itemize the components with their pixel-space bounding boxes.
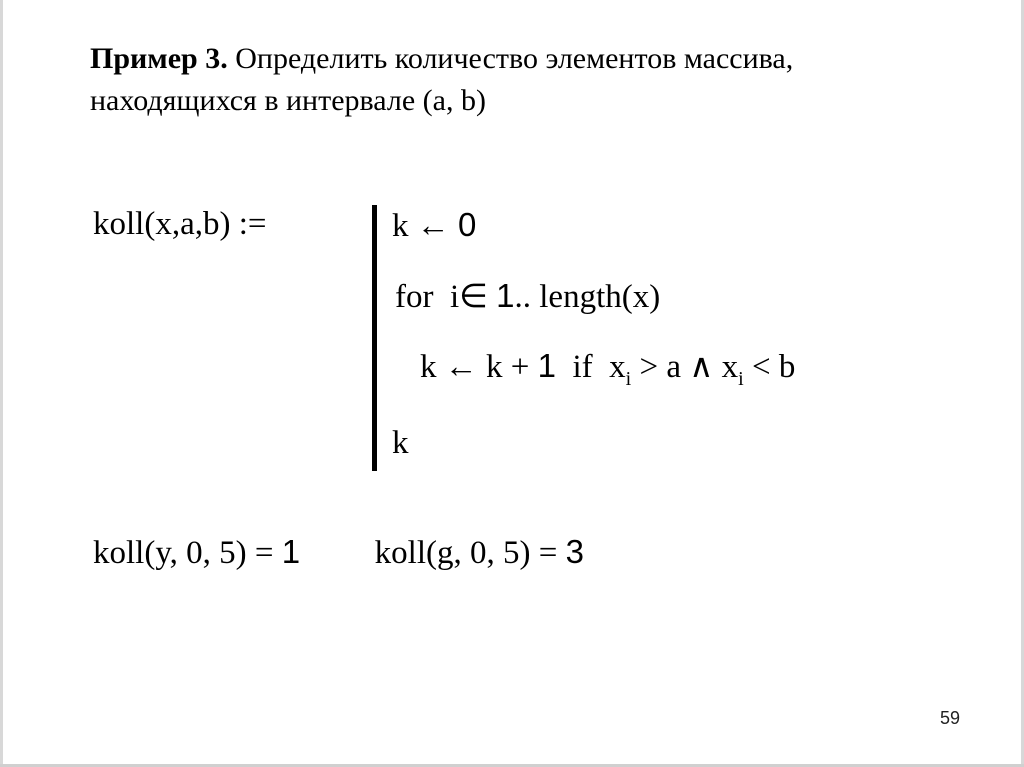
assign-arrow: ←: [444, 347, 478, 384]
variable-k: k: [392, 208, 409, 244]
slide-heading: [90, 38, 970, 122]
range-operator: ..: [514, 279, 532, 315]
increment-value: 1: [537, 347, 556, 384]
program-line-for: [395, 276, 660, 316]
if-keyword: if: [572, 349, 593, 385]
program-line-if: [420, 346, 795, 391]
condition-gt: > a ∧: [639, 349, 714, 385]
condition-lt: < b: [751, 349, 796, 385]
call-y: koll(y, 0, 5) =: [93, 535, 274, 571]
result-g: 3: [565, 533, 584, 570]
call-g: koll(g, 0, 5) =: [374, 535, 558, 571]
program-block-bar: [372, 205, 377, 471]
range-start: 1: [496, 277, 515, 314]
example-label: Пример 3.: [90, 42, 228, 75]
variable-k: k: [420, 349, 437, 385]
index-i: i: [625, 368, 632, 390]
page-number: 59: [940, 708, 961, 728]
init-value: 0: [458, 206, 477, 243]
element-of-symbol: ∈: [459, 279, 488, 315]
program-line-init: [392, 206, 476, 245]
for-keyword: for: [395, 279, 434, 315]
heading-line-1: [90, 38, 970, 80]
task-text: Определить количество элементов массива,: [227, 42, 794, 75]
element-x: x: [609, 349, 626, 385]
heading-line-2: находящихся в интервале (a, b): [90, 84, 486, 117]
assign-arrow: ←: [416, 206, 450, 243]
function-calls: [93, 533, 584, 572]
index-i: i: [738, 368, 744, 390]
increment-expression: k +: [486, 349, 530, 385]
result-y: 1: [281, 533, 301, 570]
program-line-return: k: [392, 425, 409, 461]
slide-left-edge: [0, 0, 3, 767]
function-definition: koll(x,a,b) :=: [93, 206, 267, 242]
range-end: length(x): [539, 279, 661, 315]
element-x: x: [721, 349, 739, 385]
loop-variable: i: [449, 279, 460, 315]
